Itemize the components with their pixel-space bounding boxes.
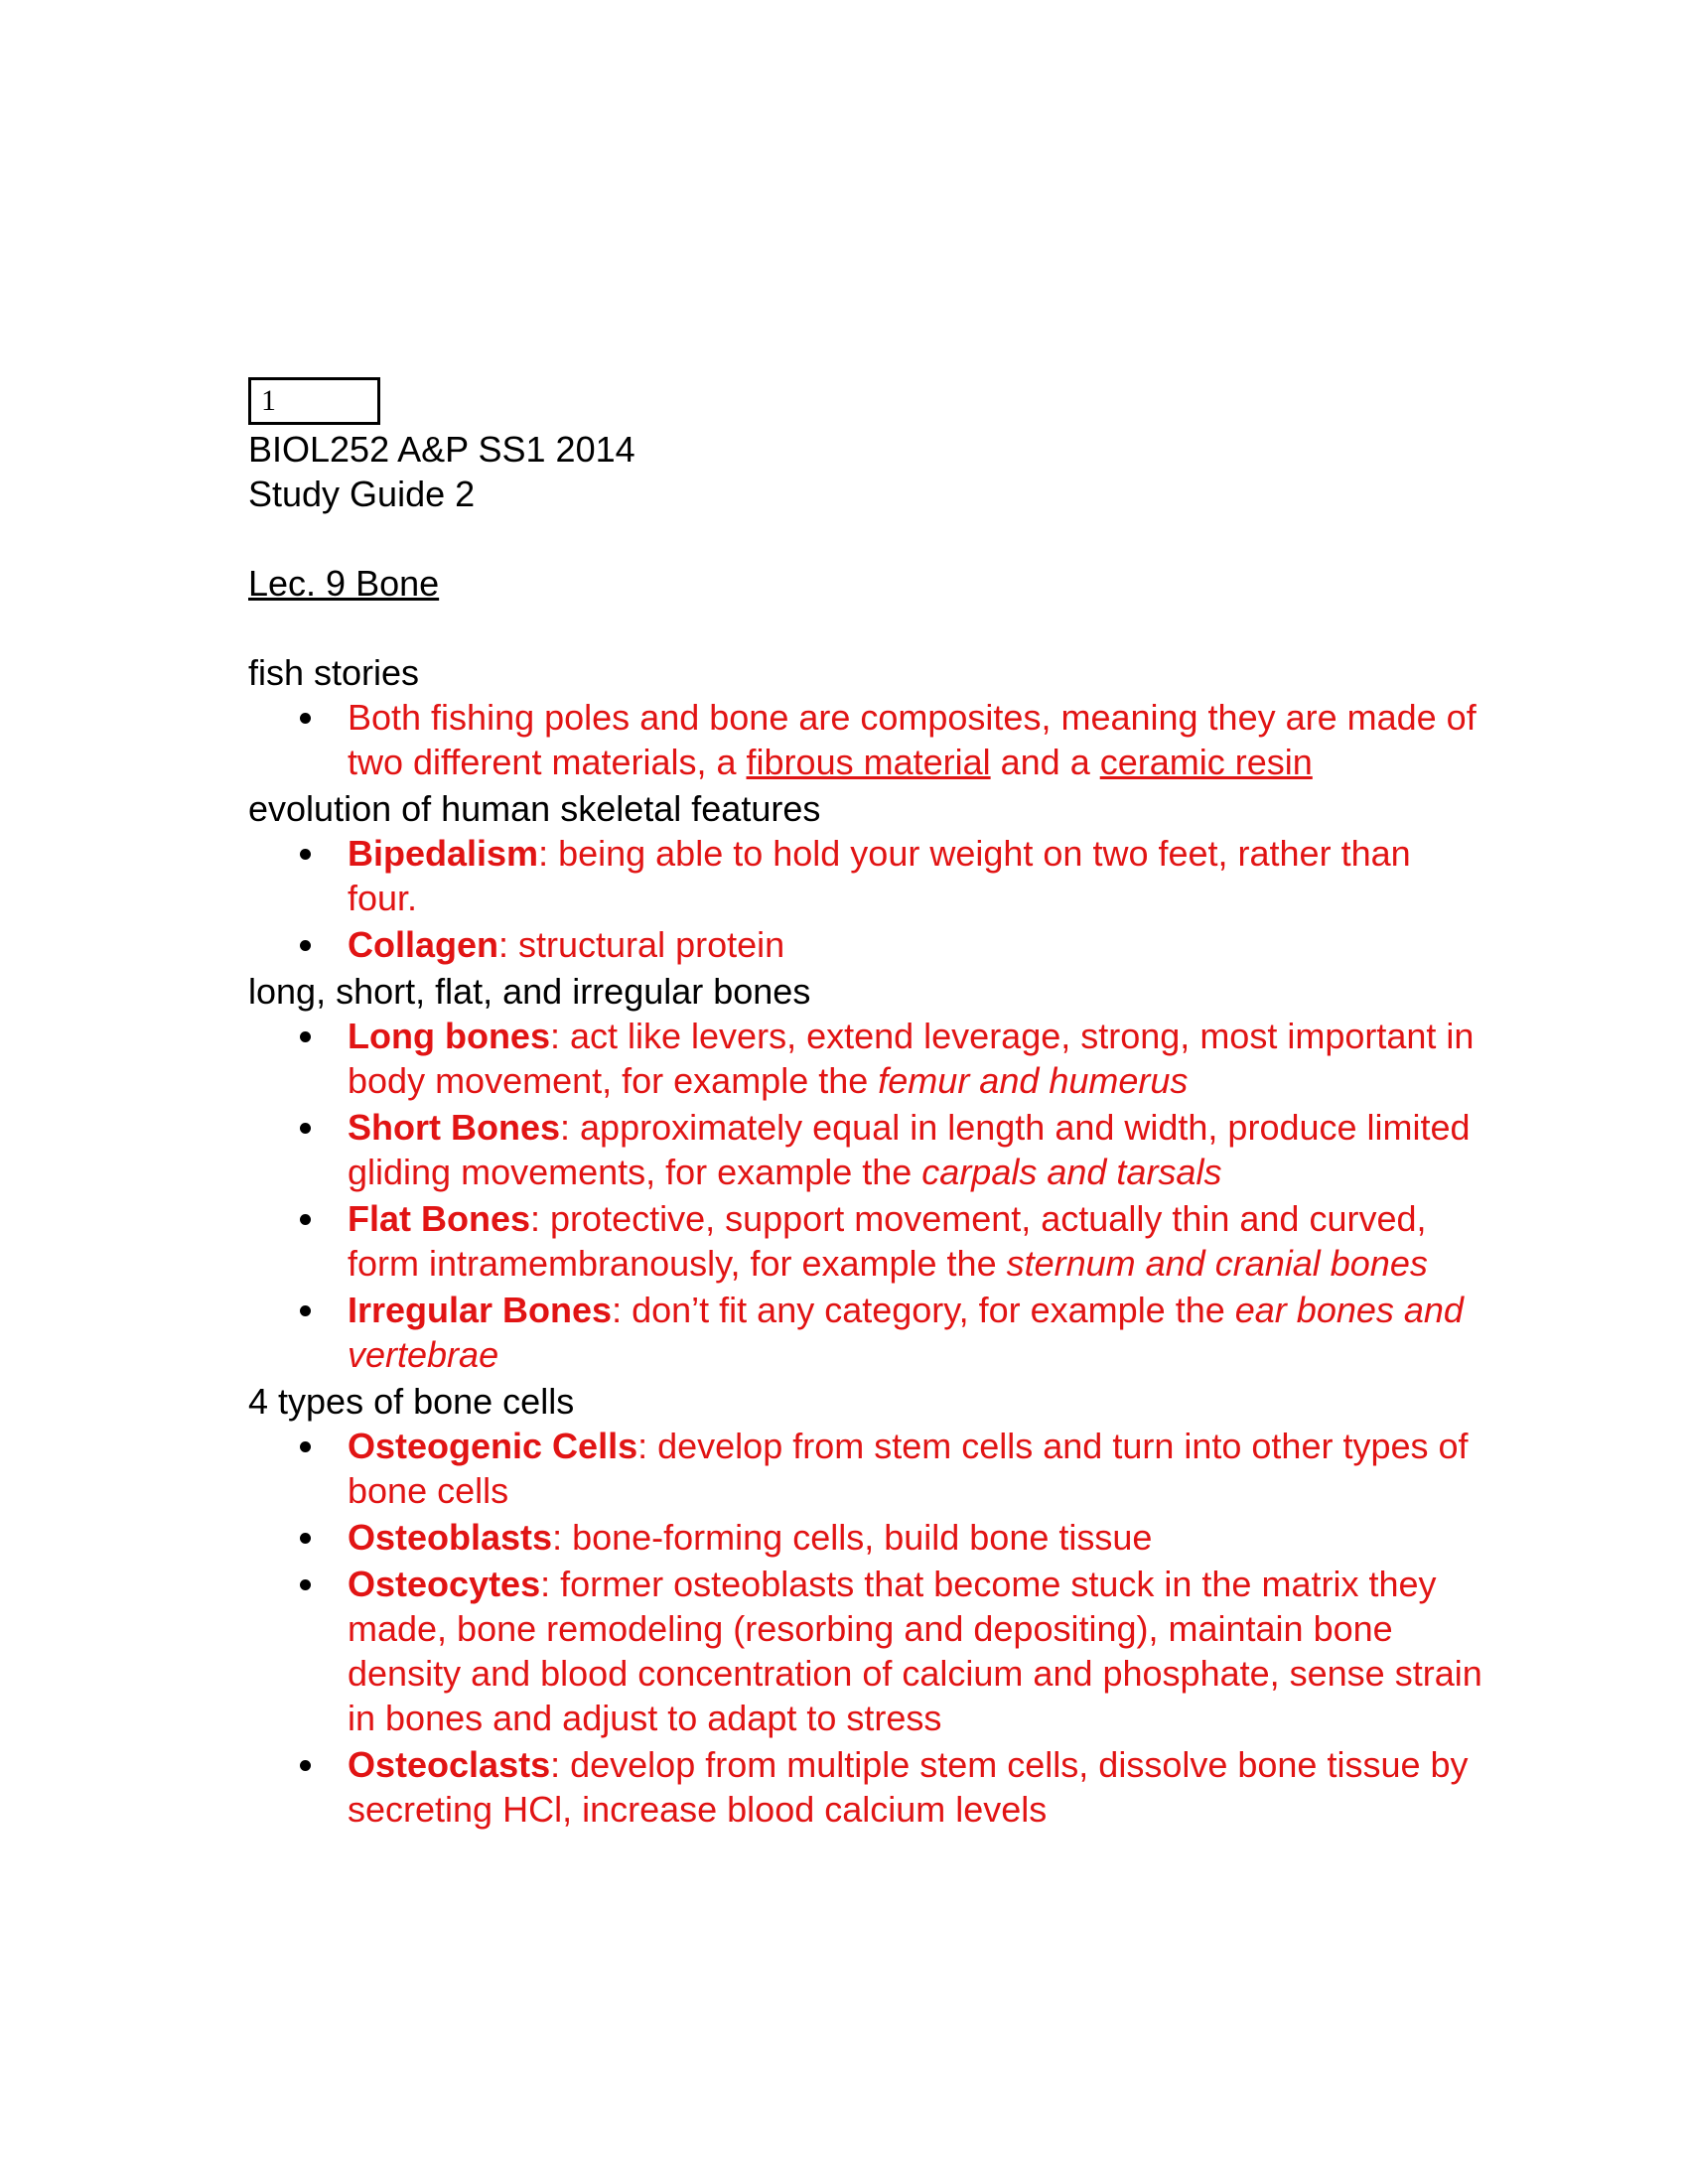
underlined-term: ceramic resin (1099, 742, 1313, 782)
bullet-icon (300, 1123, 311, 1134)
definition: : develop from stem cells and turn into other types of bone cells (348, 1426, 1469, 1511)
list-item (348, 1424, 1489, 1513)
list-item (348, 1105, 1489, 1194)
definition: : act like levers, extend leverage, strong, most important in body movement, for example the (348, 1016, 1475, 1101)
bullet-icon (300, 1760, 311, 1771)
term: Collagen (348, 924, 499, 965)
lecture-heading: Lec. 9 Bone (248, 563, 440, 604)
document-body (248, 375, 1489, 1834)
list-item (348, 1562, 1489, 1740)
example: carpals and tarsals (921, 1152, 1222, 1192)
definition: : former osteoblasts that become stuck in the matrix they made, bone remodeling (resorbing and depositing), maintain bone density and blood concentration of calcium and phosphate, sense strain in bones and adjust to adapt to stress (348, 1564, 1482, 1738)
section-heading-evolution: evolution of human skeletal features (248, 788, 821, 829)
term: Osteoblasts (348, 1517, 553, 1558)
list-item (348, 1515, 1489, 1560)
bone-types-list (248, 1014, 1489, 1377)
list-item (348, 1196, 1489, 1286)
guide-title: Study Guide 2 (248, 474, 476, 514)
bullet-icon (300, 849, 311, 860)
item-text: Both fishing poles and bone are composites, meaning they are made of two different materials, a (348, 697, 1477, 782)
course-title: BIOL252 A&P SS1 2014 (248, 429, 635, 470)
section-heading-cells: 4 types of bone cells (248, 1381, 575, 1422)
fish-list (248, 695, 1489, 784)
term: Osteoclasts (348, 1744, 551, 1785)
example: sternum and cranial bones (1006, 1243, 1428, 1284)
bullet-icon (300, 1579, 311, 1590)
example: ear bones and vertebrae (348, 1290, 1464, 1375)
bullet-icon (300, 1305, 311, 1316)
example: femur and humerus (878, 1060, 1189, 1101)
bullet-icon (300, 1533, 311, 1544)
definition: : develop from multiple stem cells, dissolve bone tissue by secreting HCl, increase blood calcium levels (348, 1744, 1469, 1830)
term: Flat Bones (348, 1198, 531, 1239)
term: Bipedalism (348, 833, 539, 874)
bullet-icon (300, 713, 311, 724)
term: Osteocytes (348, 1564, 541, 1604)
list-item (348, 695, 1489, 784)
cells-list (248, 1424, 1489, 1832)
section-heading-bone-types: long, short, flat, and irregular bones (248, 971, 811, 1012)
underlined-term: fibrous material (746, 742, 991, 782)
definition: : approximately equal in length and width, produce limited gliding movements, for example the (348, 1107, 1471, 1192)
definition: : being able to hold your weight on two feet, rather than four. (348, 833, 1411, 918)
term: Irregular Bones (348, 1290, 613, 1330)
term: Osteogenic Cells (348, 1426, 638, 1466)
definition: : protective, support movement, actually thin and curved, form intramembranously, for example the (348, 1198, 1427, 1284)
term: Short Bones (348, 1107, 561, 1148)
bullet-icon (300, 1031, 311, 1042)
bullet-icon (300, 1441, 311, 1452)
list-item (348, 1742, 1489, 1832)
term: Long bones (348, 1016, 550, 1056)
item-text: and a (990, 742, 1100, 782)
bullet-icon (300, 940, 311, 951)
list-item (348, 1288, 1489, 1377)
page-number-box: 1 (248, 377, 380, 425)
section-heading-fish: fish stories (248, 652, 420, 693)
definition: : bone-forming cells, build bone tissue (552, 1517, 1153, 1558)
list-item (348, 922, 1489, 967)
evolution-list (248, 831, 1489, 967)
list-item (348, 1014, 1489, 1103)
definition: : structural protein (498, 924, 785, 965)
bullet-icon (300, 1214, 311, 1225)
definition: : don’t fit any category, for example the (612, 1290, 1235, 1330)
list-item (348, 831, 1489, 920)
